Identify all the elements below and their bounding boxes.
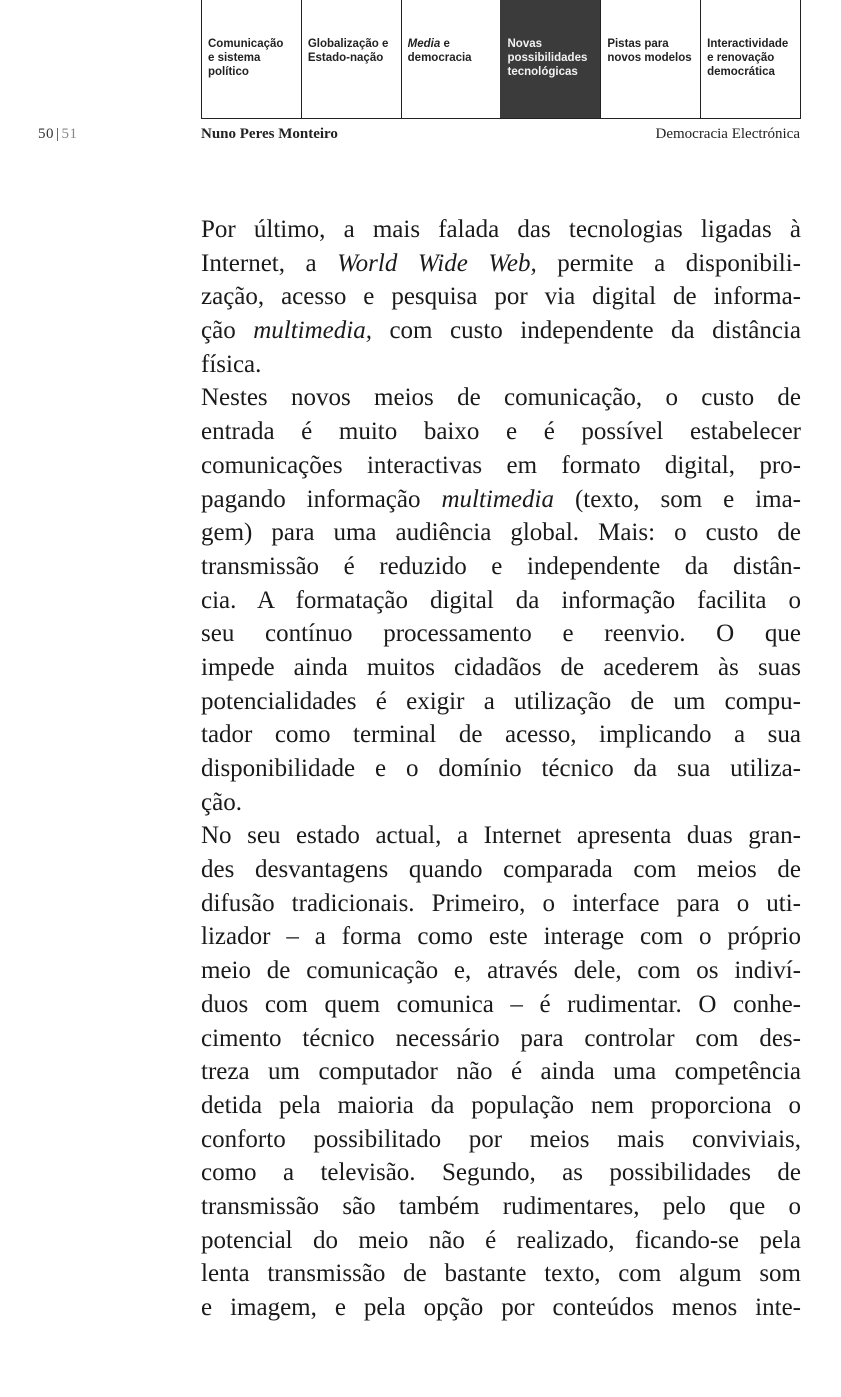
chapter-tab-label-line: tecnológicas bbox=[507, 66, 578, 78]
text-line: des desvantagens quando comparada com meios de bbox=[201, 856, 801, 884]
chapter-tab-label-line: e sistema bbox=[208, 52, 261, 64]
text-line: física. bbox=[201, 350, 262, 378]
chapter-tab-label-line: possibilidades bbox=[507, 52, 588, 64]
text-line: lenta transmissão de bastante texto, com algum som bbox=[201, 1260, 801, 1288]
text-line: Internet, a World Wide Web, permite a disponibili- bbox=[201, 249, 801, 277]
text-line: transmissão são também rudimentares, pelo que o bbox=[201, 1192, 801, 1220]
text-line: cimento técnico necessário para controlar com des- bbox=[201, 1024, 801, 1052]
chapter-tab[interactable] bbox=[401, 0, 501, 118]
text-line: difusão tradicionais. Primeiro, o interface para o uti- bbox=[201, 889, 801, 917]
chapter-tab[interactable] bbox=[700, 0, 801, 118]
chapter-tab-label-line: democrática bbox=[707, 66, 775, 78]
text-line: treza um computador não é ainda uma competência bbox=[201, 1058, 801, 1086]
text-line: seu contínuo processamento e reenvio. O que bbox=[201, 620, 801, 648]
text-line: comunicações interactivas em formato digital, pro- bbox=[201, 451, 801, 479]
text-line: meio de comunicação e, através dele, com os indiví- bbox=[201, 957, 801, 985]
text-line: cia. A formatação digital da informação facilita o bbox=[201, 586, 801, 614]
chapter-tab-label-line: democracia bbox=[407, 52, 472, 64]
text-line: ção multimedia, com custo independente da distância bbox=[201, 317, 801, 345]
text-line: transmissão é reduzido e independente da distân- bbox=[201, 552, 801, 580]
chapter-tab[interactable] bbox=[301, 0, 401, 118]
text-line: disponibilidade e o domínio técnico da sua utiliza- bbox=[201, 755, 801, 782]
chapter-tabs bbox=[201, 0, 801, 119]
page-number-left: 50 bbox=[38, 126, 54, 142]
text-line: como a televisão. Segundo, as possibilidades de bbox=[201, 1159, 801, 1187]
chapter-tab-label-line: Comunicação bbox=[208, 38, 284, 50]
text-line: Nestes novos meios de comunicação, o custo de bbox=[201, 384, 801, 412]
page-number-separator: | bbox=[56, 126, 60, 142]
chapter-tab-label-line: novos modelos bbox=[607, 52, 692, 64]
chapter-tab-label-line: Pistas para bbox=[607, 38, 669, 50]
text-line: zação, acesso e pesquisa por via digital de informa- bbox=[201, 283, 801, 311]
text-line: potencialidades é exigir a utilização de um compu- bbox=[201, 687, 801, 715]
chapter-tab-label-line: político bbox=[208, 66, 249, 78]
text-line: tador como terminal de acesso, implicando a sua bbox=[201, 721, 801, 749]
chapter-tab-label-line: Media e bbox=[407, 38, 450, 50]
running-head-author: Nuno Peres Monteiro bbox=[201, 126, 338, 142]
chapter-tab[interactable] bbox=[201, 0, 301, 118]
text-line: potencial do meio não é realizado, ficando-se pela bbox=[201, 1226, 801, 1254]
text-line: duos com quem comunica – é rudimentar. O conhe- bbox=[201, 990, 801, 1018]
chapter-tab-label-line: Interactividade bbox=[707, 38, 789, 50]
text-line: gem) para uma audiência global. Mais: o custo de bbox=[201, 519, 801, 547]
text-line: Por último, a mais falada das tecnologias ligadas à bbox=[201, 216, 801, 243]
text-line: impede ainda muitos cidadãos de acederem às suas bbox=[201, 653, 801, 681]
text-line: No seu estado actual, a Internet apresenta duas gran- bbox=[201, 822, 801, 850]
chapter-tab-label-line: Novas bbox=[507, 38, 543, 50]
body-text bbox=[201, 213, 801, 1325]
page-numbers bbox=[38, 126, 78, 143]
chapter-tab-label-line: e renovação bbox=[707, 52, 775, 64]
chapter-tab-active[interactable] bbox=[500, 0, 600, 118]
page-number-right: 51 bbox=[61, 126, 78, 142]
text-line: e imagem, e pela opção por conteúdos menos inte- bbox=[201, 1294, 801, 1321]
text-line: pagando informação multimedia (texto, som e ima- bbox=[201, 485, 801, 513]
text-line: conforto possibilitado por meios mais conviviais, bbox=[201, 1125, 801, 1153]
chapter-tab-label-line: Globalização e bbox=[307, 38, 389, 50]
running-head-book-title: Democracia Electrónica bbox=[655, 126, 800, 142]
text-line: ção. bbox=[201, 788, 242, 816]
text-line: detida pela maioria da população nem proporciona o bbox=[201, 1091, 801, 1119]
chapter-tab-label-line: Estado-nação bbox=[307, 52, 384, 64]
text-line: entrada é muito baixo e é possível estabelecer bbox=[201, 418, 801, 446]
chapter-tab[interactable] bbox=[600, 0, 700, 118]
text-line: lizador – a forma como este interage com o próprio bbox=[201, 923, 801, 951]
